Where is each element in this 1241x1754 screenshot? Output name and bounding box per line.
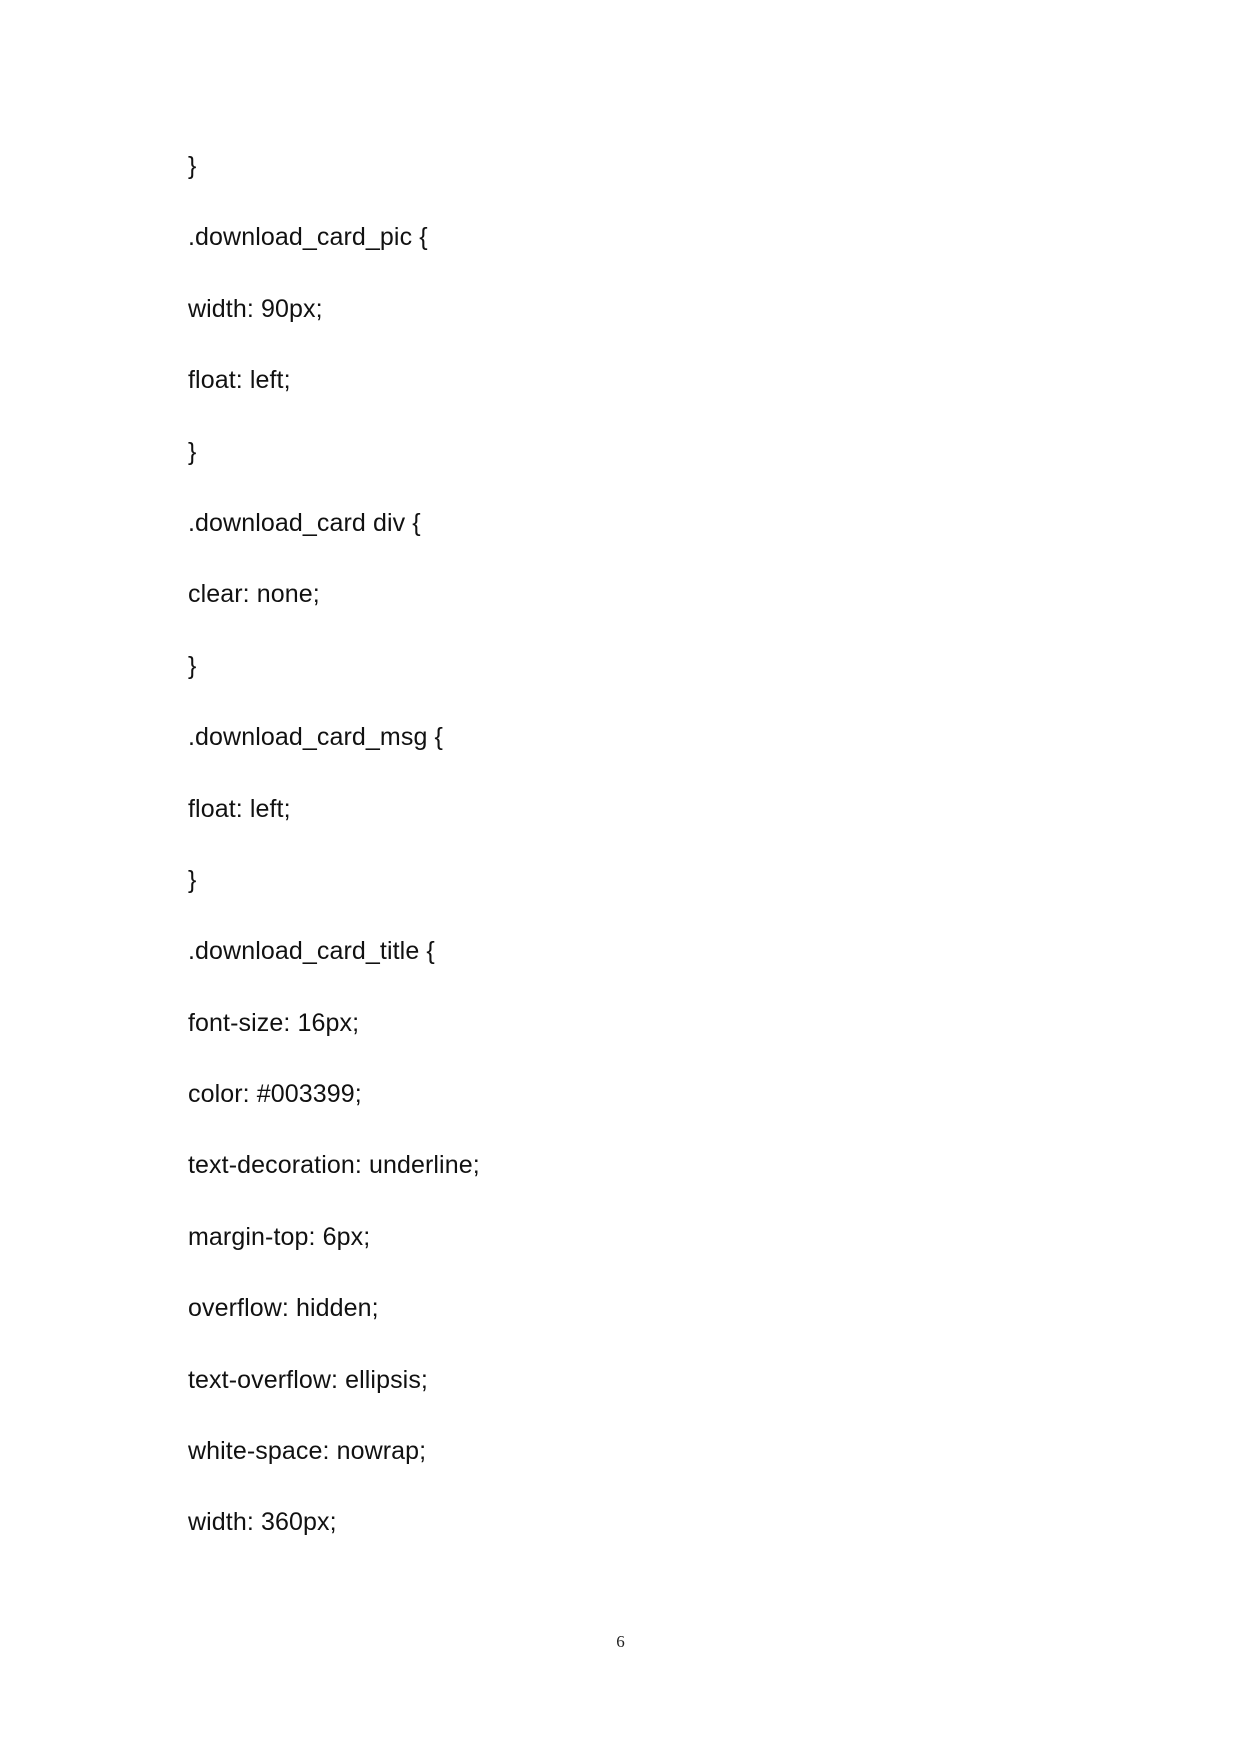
- code-block: [188, 148, 480, 1576]
- page-number: 6: [616, 1632, 625, 1651]
- code-line: text-decoration: underline;: [188, 1151, 480, 1180]
- code-line: .download_card_pic {: [188, 223, 428, 252]
- code-line: clear: none;: [188, 580, 320, 609]
- code-line: }: [188, 651, 197, 680]
- code-line: .download_card div {: [188, 508, 421, 537]
- code-line: .download_card_msg {: [188, 723, 443, 752]
- code-line: }: [188, 152, 197, 180]
- code-line: color: #003399;: [188, 1080, 362, 1109]
- code-line: }: [188, 437, 197, 466]
- code-line: font-size: 16px;: [188, 1008, 360, 1037]
- code-line: white-space: nowrap;: [188, 1437, 427, 1466]
- code-line: width: 360px;: [188, 1508, 337, 1537]
- code-line: .download_card_title {: [188, 937, 435, 966]
- code-line: overflow: hidden;: [188, 1294, 379, 1323]
- code-line: float: left;: [188, 794, 291, 823]
- code-line: float: left;: [188, 366, 291, 395]
- code-line: width: 90px;: [188, 294, 323, 323]
- code-line: margin-top: 6px;: [188, 1222, 371, 1251]
- code-line: }: [188, 865, 197, 894]
- code-line: text-overflow: ellipsis;: [188, 1365, 428, 1394]
